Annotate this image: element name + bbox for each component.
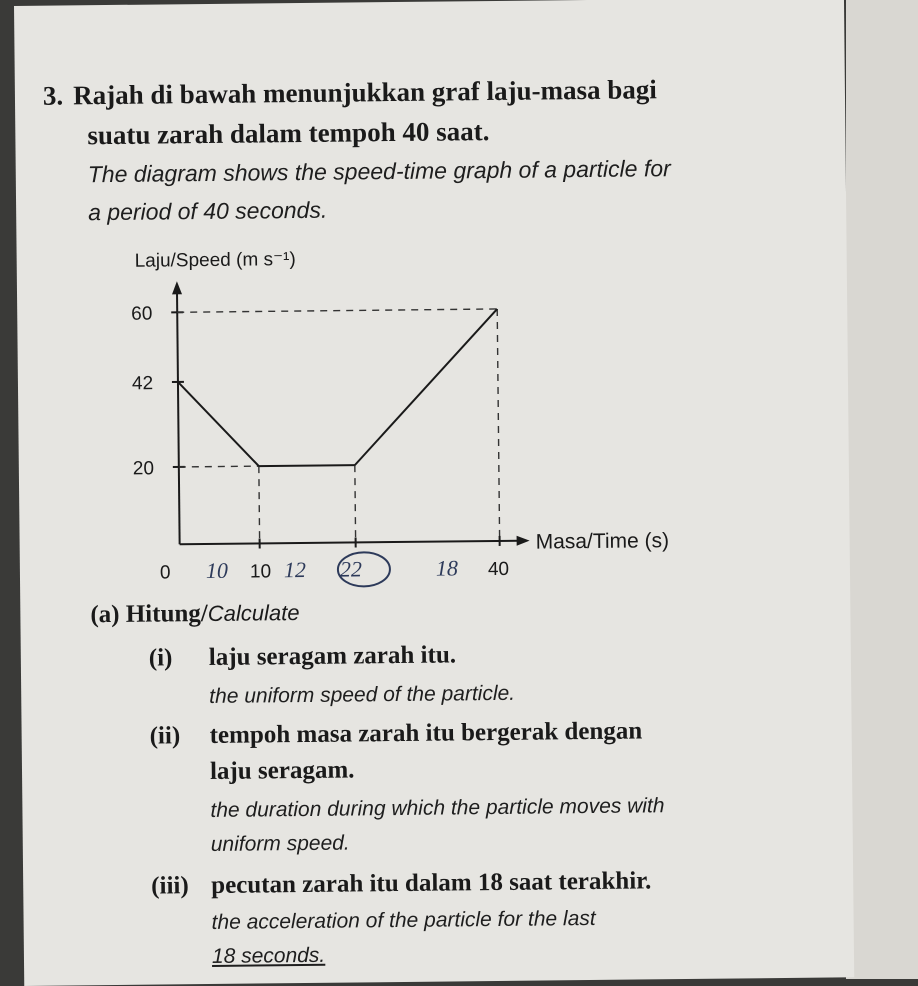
sub-ii-malay-line2: laju seragam. (150, 747, 840, 790)
x-axis (180, 541, 520, 545)
x-axis-label: Masa/Time (s) (536, 529, 670, 553)
x-tick-label-40: 40 (488, 559, 509, 580)
sub-ii-malay-line1: tempoh masa zarah itu bergerak dengan (210, 717, 643, 749)
sub-ii-label: (ii) (149, 718, 209, 755)
x-axis-arrow (517, 536, 530, 546)
graph-segment-1 (178, 381, 259, 467)
x-tick-label-0: 0 (160, 562, 171, 583)
graph-segment-3 (353, 309, 499, 465)
dashed-guide-x-10 (259, 466, 260, 543)
sub-i-english (209, 674, 829, 714)
y-tick-label-42: 42 (132, 373, 153, 394)
part-a-heading (90, 599, 299, 629)
y-axis (177, 284, 180, 544)
dashed-guide-60 (177, 309, 497, 312)
sub-i-english-line1: the uniform speed of the particle. (209, 674, 829, 714)
dashed-guide-20 (179, 466, 259, 467)
sub-iii-english-line1: the acceleration of the particle for the last (211, 899, 831, 939)
y-axis-label: Laju/Speed (m s⁻¹) (135, 249, 296, 272)
handwritten-18: 18 (436, 555, 458, 580)
sub-i-malay: laju seragam zarah itu. (209, 641, 456, 671)
x-tick-label-10: 10 (250, 561, 271, 582)
handwritten-12: 12 (284, 557, 306, 582)
question-english-line1: The diagram shows the speed-time graph of a particle for (88, 147, 828, 193)
graph-segment-2 (259, 465, 355, 466)
question-malay-line1: Rajah di bawah menunjukkan graf laju-masa bagi (73, 74, 657, 110)
handwritten-22: 22 (340, 556, 362, 581)
sub-iii-english (211, 899, 832, 973)
sub-iii-label: (iii) (151, 868, 211, 905)
dashed-guide-x-40 (497, 309, 499, 541)
sub-ii-english-line2: uniform speed. (211, 821, 831, 861)
sub-question-iii (151, 861, 841, 904)
question-malay-line2: suatu zarah dalam tempoh 40 saat. (43, 108, 803, 156)
part-a-title-malay: Hitung/ (126, 600, 208, 628)
sub-i-label: (i) (149, 640, 209, 677)
sub-iii-malay: pecutan zarah itu dalam 18 saat terakhir. (211, 867, 651, 899)
part-a-label: (a) (90, 601, 119, 628)
y-tick-label-60: 60 (131, 304, 152, 325)
sub-ii-english (210, 787, 831, 861)
worksheet-page (14, 0, 854, 986)
question-number: 3. (43, 80, 64, 110)
sub-ii-english-line1: the duration during which the particle moves with (210, 787, 830, 827)
y-tick-label-20: 20 (133, 458, 154, 479)
background-page-edge (846, 0, 918, 979)
sub-question-i (149, 633, 839, 676)
y-axis-arrow (172, 281, 182, 294)
part-a-title-english: Calculate (208, 600, 300, 626)
dashed-guide-x-22 (355, 465, 356, 542)
question-english-line2: a period of 40 seconds. (88, 185, 828, 231)
sub-question-ii (149, 711, 840, 790)
handwritten-10: 10 (206, 558, 228, 583)
sub-iii-english-line2: 18 seconds. (212, 933, 832, 973)
chart-layer (131, 300, 509, 589)
speed-time-graph (14, 0, 850, 606)
